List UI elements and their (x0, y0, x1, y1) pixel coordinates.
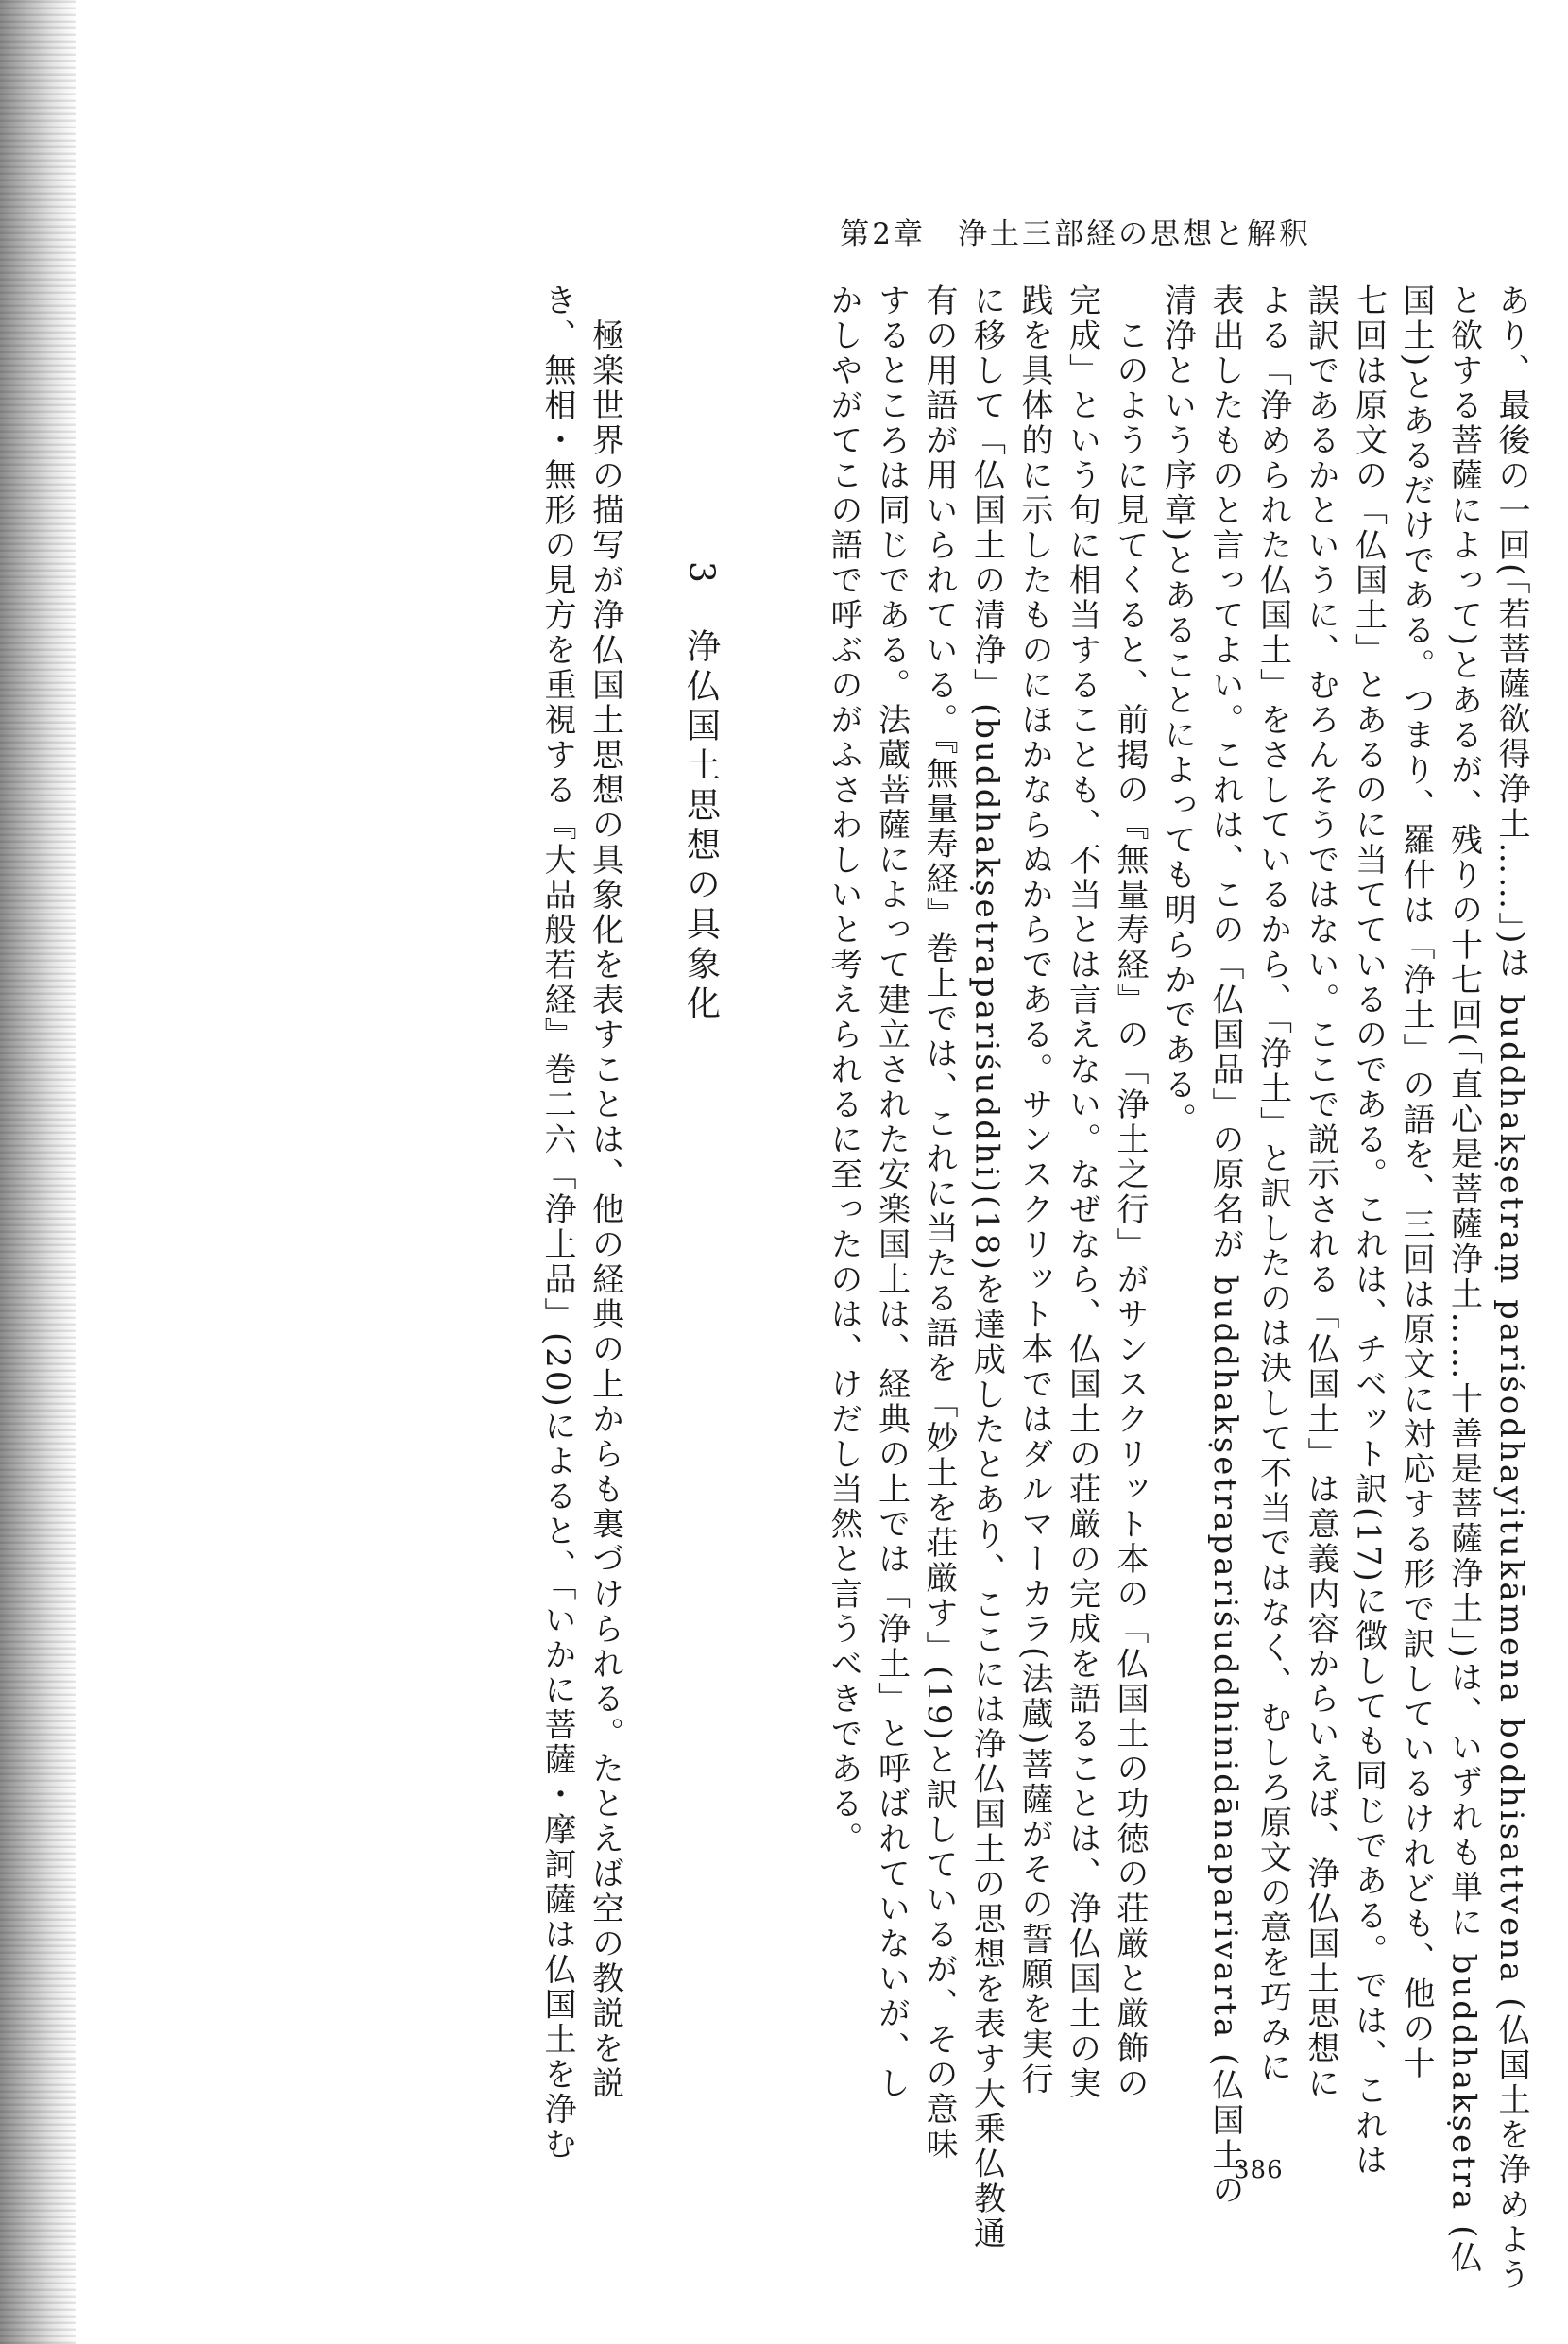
text-column: 清浄という序章)とあることによっても明らかである。 (1158, 283, 1197, 1138)
text-column: かしやがてこの語で呼ぶのがふさわしいと考えられるに至ったのは、けだし当然と言うべきである。 (825, 283, 862, 1856)
text-column: 極楽世界の描写が浄仏国土思想の具象化を表すことは、他の経典の上からも裏づけられる。たとえば空の教説を説 (586, 283, 624, 2101)
text-column: 有の用語が用いられている。『無量寿経』巻上では、これに当たる語を「妙土を荘厳す」(19)と訳しているが、その意味 (920, 283, 958, 2163)
text-column: 国土)とあるだけである。つまり、羅什は「浄土」の語を、三回は原文に対応する形で訳しているけれども、他の十 (1397, 283, 1435, 2082)
text-column: と欲する菩薩によって)とあるが、残りの十七回(「直心是菩薩浄土……十善是菩薩浄土」)は、いずれも単に buddhakṣetra (仏 (1444, 283, 1483, 2276)
running-head: 第2章 浄土三部経の思想と解釈 (840, 217, 1311, 251)
text-column: よる「浄められた仏国土」をさしているから、「浄土」と訳したのは決して不当ではなく、むしろ原文の意を巧みに (1253, 283, 1292, 2085)
text-column: このように見てくると、前掲の『無量寿経』の「浄土之行」がサンスクリット本の「仏国土の功徳の荘厳と厳飾の (1111, 283, 1149, 2101)
text-column: 践を具体的に示したものにほかならぬからである。サンスクリット本ではダルマーカラ(法蔵)菩薩がその誓願を実行 (1015, 283, 1053, 2097)
text-column: き、無相・無形の見方を重視する『大品般若経』巻二六「浄土品」(20)によると、「いかに菩薩・摩訶薩は仏国土を浄む (538, 283, 576, 2163)
scan-gutter-shadow (0, 0, 76, 2344)
text-column: 表出したものと言ってよい。これは、この「仏国品」の原名が buddhakṣetrapariśuddhinidānaparivarta (仏国土の (1206, 283, 1244, 2209)
section-heading: 3 浄仏国土思想の具象化 (681, 283, 721, 1025)
text-column: あり、最後の一回(「若菩薩欲得浄土……」)は buddhakṣetraṃ pariśodhayitukāmena bodhisattvena (仏国土を浄めよう (1492, 283, 1530, 2293)
text-column: するところは同じである。法蔵菩薩によって建立された安楽国土は、経典の上では「浄土」と呼ばれていないが、し (872, 283, 911, 2101)
text-column: 誤訳であるかというに、むろんそうではない。ここで説示される「仏国土」は意義内容からいえば、浄仏国土思想に (1302, 283, 1339, 2101)
text-column: 完成」という句に相当することも、不当とは言えない。なぜなら、仏国土の荘厳の完成を語ることは、浄仏国土の実 (1063, 283, 1101, 2101)
text-column: に移して「仏国土の清浄」(buddhakṣetrapariśuddhi)(18)を達成したとあり、ここには浄仏国土の思想を表す大乗仏教通 (967, 283, 1006, 2251)
page-number: 386 (1234, 2156, 1284, 2184)
text-column: 七回は原文の「仏国土」とあるのに当てているのである。これは、チベット訳(17)に徴しても同じである。では、これは (1349, 283, 1388, 2179)
